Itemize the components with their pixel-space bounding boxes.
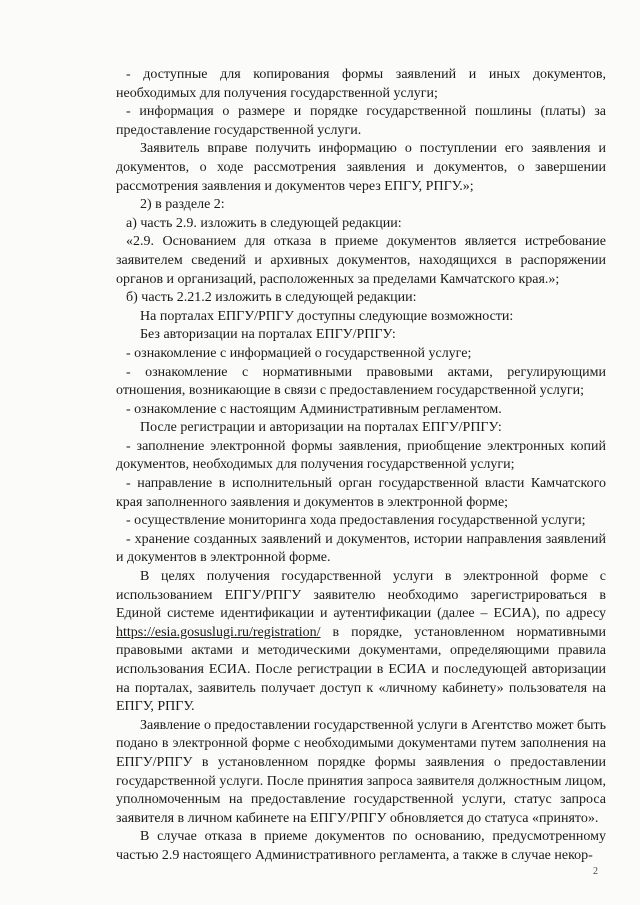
paragraph: - ознакомление с настоящим Административным регламентом. — [126, 401, 502, 417]
paragraph: - ознакомление с информацией о государственной услуге; — [126, 345, 472, 361]
paragraph: - информация о размере и порядке государственной пошлины (платы) за предоставление государственной услуги. — [116, 104, 606, 138]
paragraph: - направление в исполнительный орган государственной власти Камчатского края заполненного заявления и документов в электронной форме; — [116, 476, 606, 510]
paragraph: В случае отказа в приеме документов по основанию, предусмотренному частью 2.9 настоящего Административного регламента, а также в случае некор- — [116, 829, 606, 863]
paragraph: Без авторизации на порталах ЕПГУ/РПГУ: — [140, 327, 396, 343]
paragraph: - заполнение электронной формы заявления, приобщение электронных копий документов, необходимых для получения государственной услуги; — [116, 438, 606, 473]
paragraph: - доступные для копирования формы заявлений и иных документов, необходимых для получения государственной услуги; — [116, 67, 606, 101]
esia-text-before: В целях получения государственной услуги в электронной форме с использованием ЕПГУ/РПГУ заявителю необходимо зарегистрироваться в Единой системе идентификации и аутентификации (далее – ЕСИА), по адресу — [116, 569, 606, 622]
document-page — [116, 66, 606, 866]
paragraph: На порталах ЕПГУ/РПГУ доступны следующие возможности: — [140, 308, 514, 324]
esia-registration-link[interactable]: https://esia.gosuslugi.ru/registration/ — [116, 624, 321, 640]
paragraph: После регистрации и авторизации на порталах ЕПГУ/РПГУ: — [140, 420, 502, 436]
paragraph: - хранение созданных заявлений и документов, истории направления заявлений и документов в электронной форме. — [116, 531, 606, 566]
paragraph: б) часть 2.21.2 изложить в следующей редакции: — [126, 290, 417, 306]
paragraph: - ознакомление с нормативными правовыми актами, регулирующими отношения, возникающие в связи с предоставлением государственной услуги; — [116, 364, 606, 399]
esia-paragraph — [116, 568, 606, 717]
paragraph: а) часть 2.9. изложить в следующей редакции: — [126, 215, 402, 231]
paragraph: «2.9. Основанием для отказа в приеме документов является истребование заявителем сведений и архивных документов, находящихся в распоряжении органов и организаций, расположенных за пределами Камчатского края.»; — [116, 234, 606, 287]
paragraph: Заявление о предоставлении государственной услуги в Агентство может быть подано в электронной форме с необходимыми документами путем заполнения на ЕПГУ/РПГУ в установленном порядке формы заявления о предоставлении государственной услуги. После принятия запроса заявителя должностным лицом, уполномоченным на предоставление государственной услуги, статус запроса заявителя в личном кабинете на ЕПГУ/РПГУ обновляется до статуса «принято». — [116, 717, 606, 826]
paragraph: 2) в разделе 2: — [140, 197, 225, 213]
page-number: 2 — [593, 866, 598, 877]
paragraph: Заявитель вправе получить информацию о поступлении его заявления и документов, о ходе рассмотрения заявления и документов, о завершении рассмотрения заявления и документов через ЕПГУ, РПГУ.»; — [116, 141, 606, 194]
paragraph: - осуществление мониторинга хода предоставления государственной услуги; — [126, 513, 586, 529]
esia-text-after: в порядке, установленном нормативными правовыми актами и методическими документами, определяющими правила использования ЕСИА. После регистрации в ЕСИА и последующей авторизации на порталах, заявитель получает доступ к «личному кабинету» пользователя на ЕПГУ, РПГУ. — [116, 624, 606, 715]
